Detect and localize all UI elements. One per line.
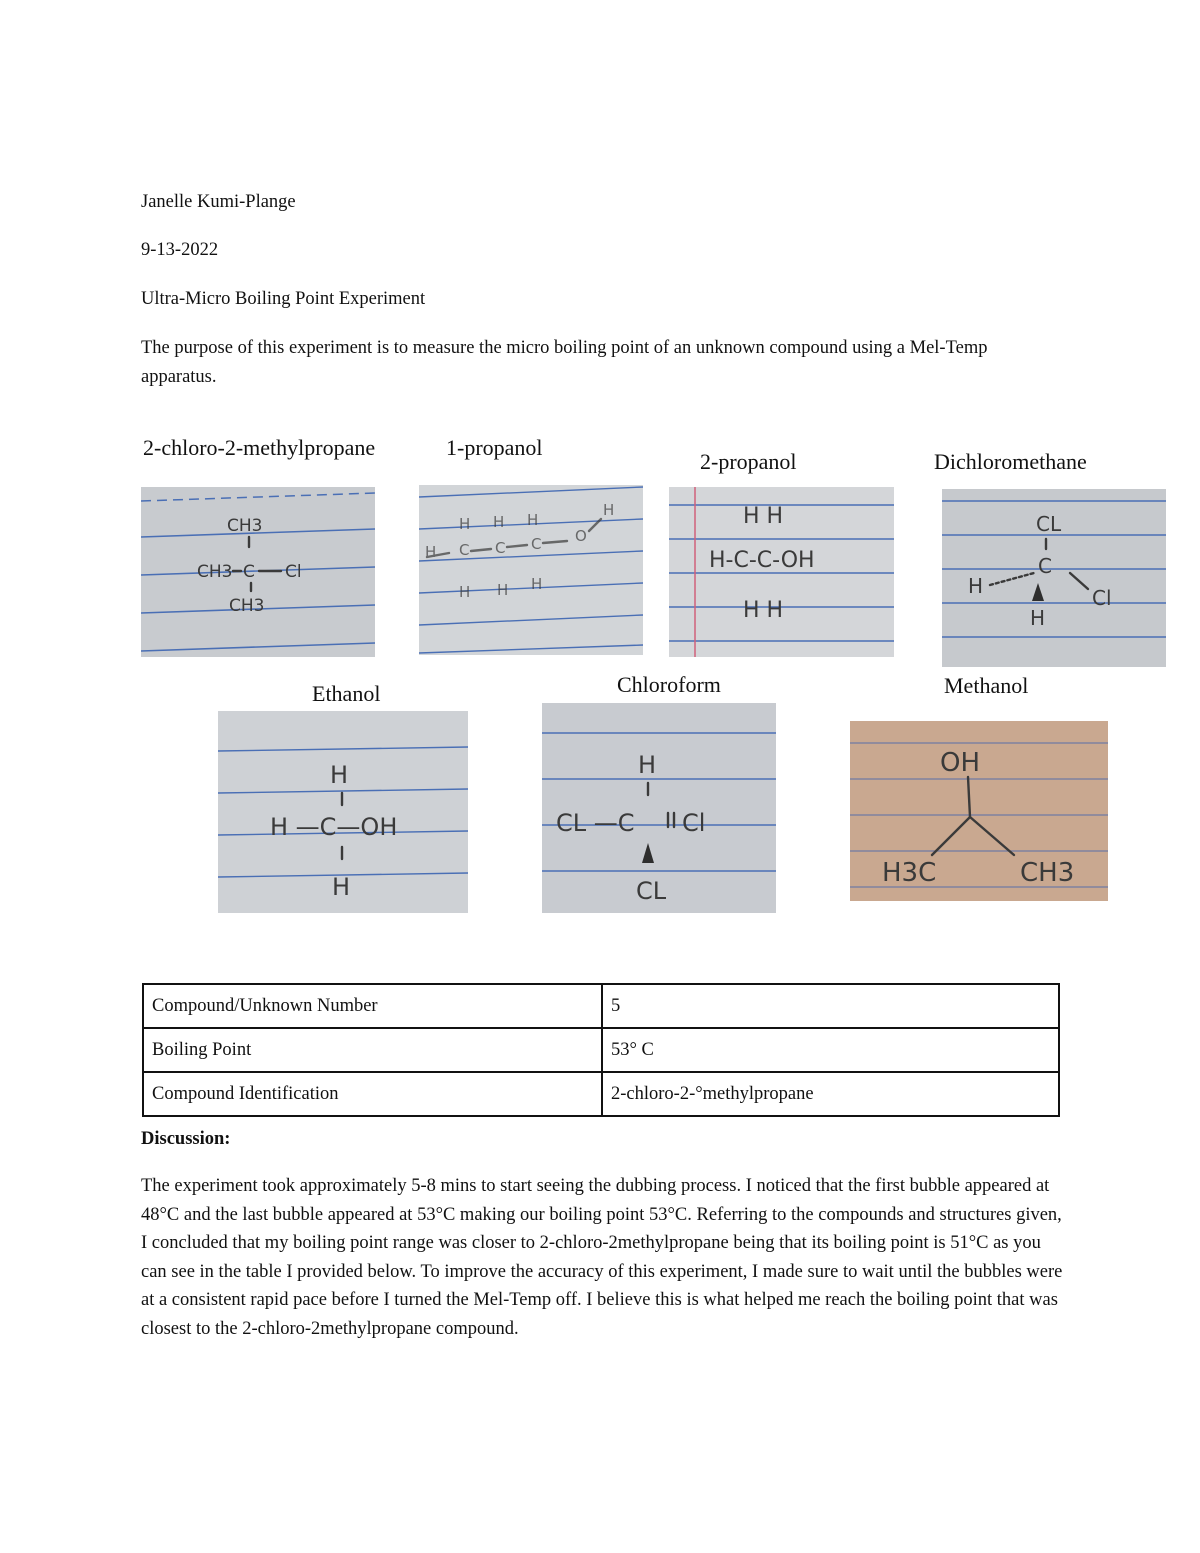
- caption-dichloromethane: Dichloromethane: [934, 449, 1087, 474]
- results-table: [142, 983, 1060, 1117]
- label-cl-right: Cl: [682, 809, 706, 837]
- label-h-top: H: [638, 751, 657, 779]
- discussion-body: The experiment took approximately 5-8 mins to start seeing the dubbing process. I noticed that the first bubble appeared at 48°C and the last bubble appeared at 53°C making our boiling point 53°C. Referring to the compounds and structures given, I concluded that my boiling point range was closer to 2-chloro-2methylpropane being that its boiling point is 51°C as you can see in the table I provided below. To improve the accuracy of this experiment, I made sure to wait until the bubbles were at a consistent rapid pace before I turned the Mel-Temp off. I believe this is what helped me reach the boiling point that was closest to the 2-chloro-2methylpropane compound.: [141, 1176, 1063, 1339]
- label-h-bottom: H: [332, 873, 351, 901]
- table-cell-label: Compound Identification: [143, 1072, 602, 1116]
- label-c-center: C: [1038, 554, 1052, 578]
- label-cl: Cl: [285, 562, 302, 582]
- label-top-h: H H: [743, 504, 784, 529]
- photo-1-propanol: [419, 485, 643, 655]
- svg-text:H: H: [459, 583, 471, 601]
- label-cl-right: Cl: [1092, 586, 1112, 610]
- label-c-center: C: [243, 562, 255, 582]
- label-ch3-left: CH3: [197, 562, 233, 582]
- label-ch3: CH3: [1020, 858, 1075, 888]
- label-h-left: H: [968, 574, 984, 598]
- label-cl-top: CL: [1036, 512, 1062, 536]
- discussion-heading: Discussion:: [141, 1129, 231, 1149]
- report-title: Ultra-Micro Boiling Point Experiment: [141, 289, 426, 309]
- svg-text:H: H: [531, 575, 543, 593]
- author-name: Janelle Kumi-Plange: [141, 192, 296, 212]
- table-cell-value: 53° C: [602, 1028, 1059, 1072]
- report-date: 9-13-2022: [141, 240, 219, 260]
- table-cell-label: Boiling Point: [143, 1028, 602, 1072]
- label-main-chain: H-C-C-OH: [709, 548, 815, 573]
- svg-text:H: H: [527, 511, 539, 529]
- label-bottom-h: H H: [743, 598, 784, 623]
- caption-ethanol: Ethanol: [312, 681, 381, 706]
- label-h-top: H: [330, 761, 349, 789]
- label-cl-left-c: CL —C: [556, 809, 635, 837]
- caption-1-propanol: 1-propanol: [446, 435, 543, 460]
- svg-text:C: C: [495, 539, 506, 557]
- table-cell-value: 2-chloro-2-°methylpropane: [602, 1072, 1059, 1116]
- table-row: [143, 1028, 1059, 1072]
- caption-2-chloro-2-methylpropane: 2-chloro-2-methylpropane: [143, 435, 376, 460]
- svg-text:H: H: [603, 501, 615, 519]
- label-ch3-bottom: CH3: [229, 596, 265, 616]
- purpose-statement: The purpose of this experiment is to measure the micro boiling point of an unknown compound using a Mel-Temp apparatus.: [141, 338, 988, 387]
- label-h3c: H3C: [882, 858, 937, 888]
- table-row: [143, 1072, 1059, 1116]
- label-h-bottom: H: [1030, 606, 1046, 630]
- svg-text:H: H: [425, 543, 437, 561]
- label-c: C: [459, 541, 470, 559]
- photo-2-chloro-2-methylpropane: [141, 487, 375, 657]
- photo-chloroform: [542, 703, 776, 913]
- svg-text:H: H: [493, 513, 505, 531]
- label-oh: OH: [940, 748, 981, 778]
- label-h: H: [459, 515, 471, 533]
- label-ch3-top: CH3: [227, 516, 263, 536]
- caption-methanol: Methanol: [944, 673, 1029, 698]
- caption-chloroform: Chloroform: [617, 672, 721, 697]
- svg-text:H: H: [497, 581, 509, 599]
- svg-text:C: C: [531, 535, 542, 553]
- label-main-chain: H —C—OH: [270, 813, 398, 841]
- photo-dichloromethane: [942, 489, 1166, 667]
- photo-methanol: [850, 721, 1108, 901]
- photo-ethanol: [218, 711, 468, 913]
- label-cl-bottom: CL: [636, 877, 667, 905]
- table-cell-value: 5: [602, 984, 1059, 1028]
- label-o: O: [575, 527, 587, 545]
- caption-2-propanol: 2-propanol: [700, 449, 797, 474]
- table-cell-label: Compound/Unknown Number: [143, 984, 602, 1028]
- table-row: [143, 984, 1059, 1028]
- photo-2-propanol: [669, 487, 894, 657]
